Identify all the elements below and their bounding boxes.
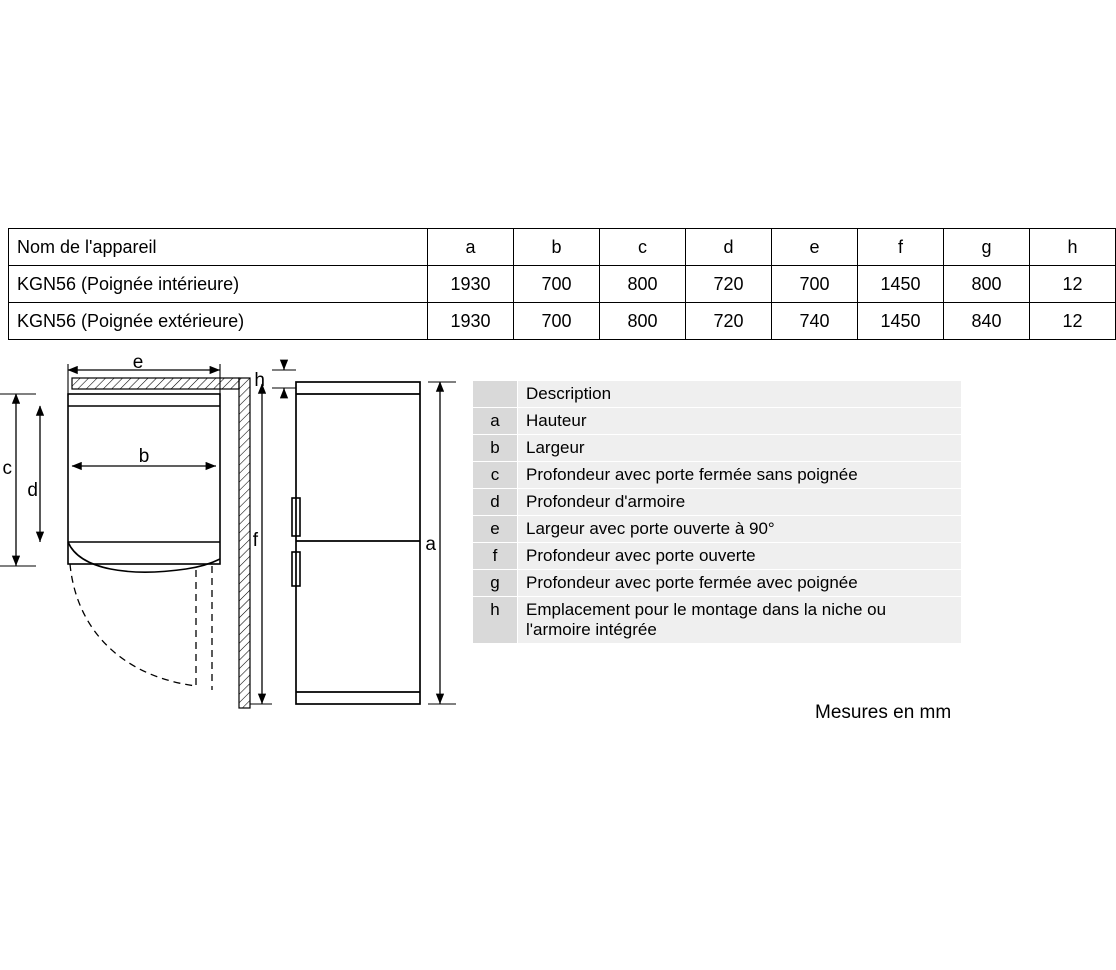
- cell-b: 700: [514, 303, 600, 340]
- cell-e: 740: [772, 303, 858, 340]
- column-header-b: b: [514, 229, 600, 266]
- description-table: [472, 380, 962, 644]
- dimension-d: [27, 406, 40, 542]
- description-text: Profondeur avec porte fermée sans poignée: [518, 462, 962, 489]
- cell-f: 1450: [858, 303, 944, 340]
- label-d: d: [27, 480, 38, 501]
- table-header-row: [9, 229, 1116, 266]
- wall-hatching-top: [72, 378, 239, 389]
- label-e: e: [132, 352, 144, 373]
- description-key: a: [473, 408, 518, 435]
- appliance-name-header: Nom de l'appareil: [9, 229, 428, 266]
- appliance-name: KGN56 (Poignée extérieure): [9, 303, 428, 340]
- cell-c: 800: [600, 303, 686, 340]
- description-row-h: [473, 597, 962, 644]
- description-key: f: [473, 543, 518, 570]
- description-row-g: [473, 570, 962, 597]
- description-header-row: [473, 381, 962, 408]
- wall-hatching-right: [239, 378, 250, 708]
- label-h: h: [254, 370, 265, 391]
- description-row-d: [473, 489, 962, 516]
- dimension-a: [425, 382, 456, 704]
- label-b: b: [138, 446, 150, 467]
- cell-a: 1930: [428, 266, 514, 303]
- cell-e: 700: [772, 266, 858, 303]
- drawing-svg: [0, 352, 480, 736]
- description-row-b: [473, 435, 962, 462]
- description-text: Largeur avec porte ouverte à 90°: [518, 516, 962, 543]
- column-header-e: e: [772, 229, 858, 266]
- dimension-f: [250, 384, 272, 704]
- description-key: d: [473, 489, 518, 516]
- description-row-f: [473, 543, 962, 570]
- door-swing-arc: [70, 564, 196, 686]
- label-a: a: [425, 534, 436, 555]
- cell-g: 800: [944, 266, 1030, 303]
- cell-g: 840: [944, 303, 1030, 340]
- description-row-a: [473, 408, 962, 435]
- column-header-f: f: [858, 229, 944, 266]
- description-key: h: [473, 597, 518, 644]
- description-row-e: [473, 516, 962, 543]
- dimension-h: [254, 362, 296, 396]
- description-text: Profondeur avec porte fermée avec poignée: [518, 570, 962, 597]
- description-label-header: Description: [518, 381, 962, 408]
- description-key: b: [473, 435, 518, 462]
- cell-d: 720: [686, 303, 772, 340]
- description-key: c: [473, 462, 518, 489]
- label-f: f: [252, 530, 258, 551]
- front-view-outline: [296, 382, 420, 704]
- description-text: Emplacement pour le montage dans la niche ou l'armoire intégrée: [518, 597, 962, 644]
- table-row: [9, 266, 1116, 303]
- cell-h: 12: [1030, 266, 1116, 303]
- dimensions-table: [8, 228, 1116, 340]
- column-header-h: h: [1030, 229, 1116, 266]
- column-header-a: a: [428, 229, 514, 266]
- description-text: Hauteur: [518, 408, 962, 435]
- door-front-curve: [68, 542, 220, 572]
- cell-a: 1930: [428, 303, 514, 340]
- cabinet-outline: [68, 394, 220, 564]
- column-header-g: g: [944, 229, 1030, 266]
- label-c: c: [2, 458, 12, 479]
- description-row-c: [473, 462, 962, 489]
- column-header-d: d: [686, 229, 772, 266]
- cell-c: 800: [600, 266, 686, 303]
- table-row: [9, 303, 1116, 340]
- units-note: Mesures en mm: [815, 702, 952, 723]
- description-text: Profondeur d'armoire: [518, 489, 962, 516]
- appliance-name: KGN56 (Poignée intérieure): [9, 266, 428, 303]
- cell-f: 1450: [858, 266, 944, 303]
- column-header-c: c: [600, 229, 686, 266]
- cell-h: 12: [1030, 303, 1116, 340]
- cell-d: 720: [686, 266, 772, 303]
- description-key: e: [473, 516, 518, 543]
- description-text: Profondeur avec porte ouverte: [518, 543, 962, 570]
- description-text: Largeur: [518, 435, 962, 462]
- cell-b: 700: [514, 266, 600, 303]
- technical-drawing: [0, 352, 480, 736]
- dimension-b: [72, 446, 216, 467]
- description-key: g: [473, 570, 518, 597]
